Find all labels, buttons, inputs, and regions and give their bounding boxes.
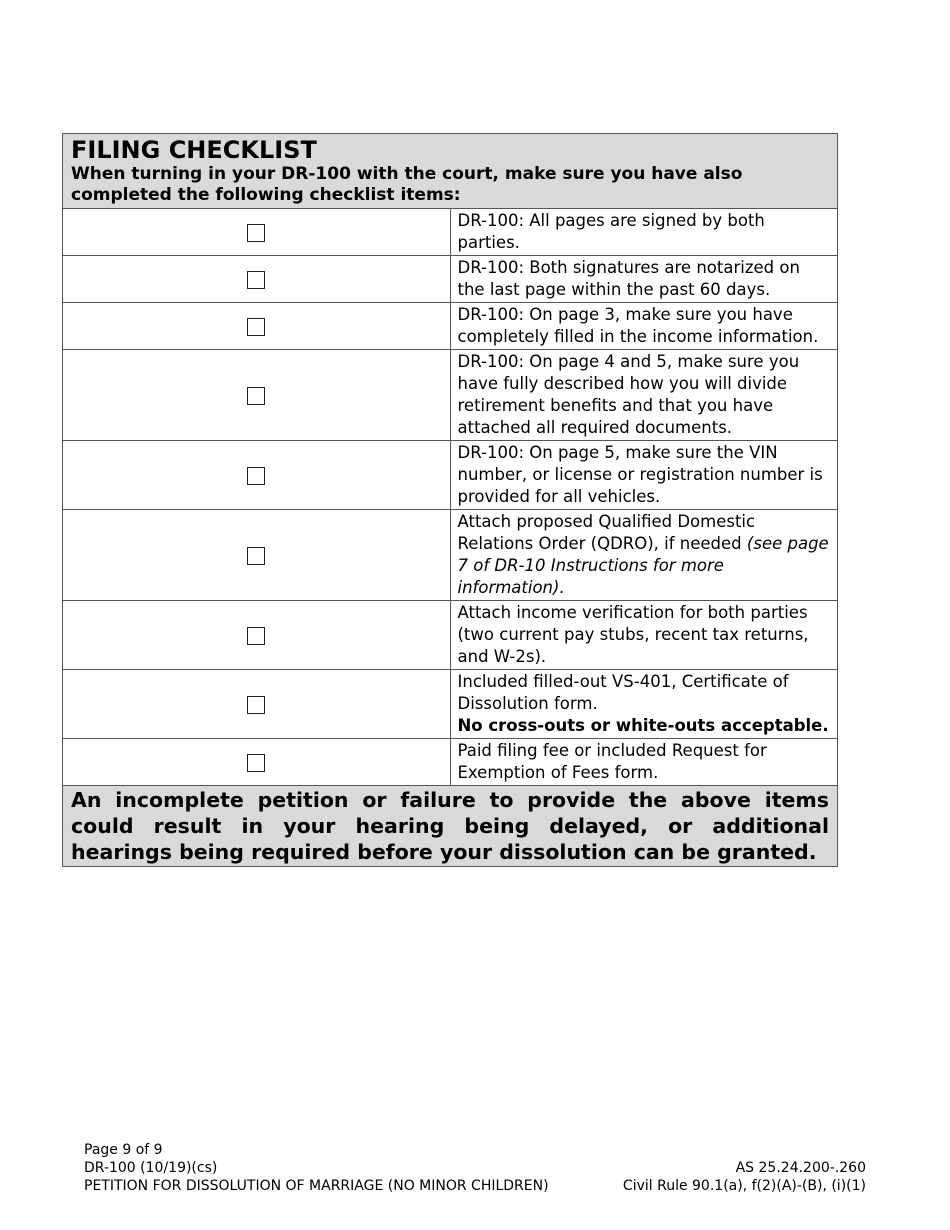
checklist-row — [63, 510, 838, 601]
checklist-row — [63, 303, 838, 350]
checklist-warning: An incomplete petition or failure to provide the above items could result in your hearing being delayed, or additional hearings being required before your dissolution can be granted. — [63, 786, 838, 867]
checklist-item-text: Attach income verification for both parties (two current pay stubs, recent tax returns, and W-2s). — [457, 603, 809, 666]
checkbox[interactable] — [247, 318, 265, 336]
statute-reference: AS 25.24.200-.260 — [735, 1160, 866, 1176]
checklist-row — [63, 209, 838, 256]
form-title: PETITION FOR DISSOLUTION OF MARRIAGE (NO MINOR CHILDREN) — [84, 1178, 549, 1194]
checklist-item-text: Paid filing fee or included Request for Exemption of Fees form. — [457, 741, 767, 782]
checkbox[interactable] — [247, 271, 265, 289]
checklist-row — [63, 670, 838, 739]
checkbox[interactable] — [247, 627, 265, 645]
checklist-row — [63, 256, 838, 303]
checklist-title: FILING CHECKLIST — [71, 136, 317, 164]
checklist-item-text: Attach proposed Qualified Domestic Relations Order (QDRO), if needed — [457, 512, 756, 553]
checklist-item-text: Included filled-out VS-401, Certificate of Dissolution form. — [457, 672, 789, 713]
checklist-item-text: DR-100: All pages are signed by both parties. — [457, 211, 765, 252]
checkbox[interactable] — [247, 547, 265, 565]
checklist-item-italic-note: (see page 7 of DR-10 Instructions for more information). — [457, 534, 829, 597]
checklist-row — [63, 601, 838, 670]
page-footer-right — [623, 1159, 866, 1195]
checklist-item-text: DR-100: Both signatures are notarized on the last page within the past 60 days. — [457, 258, 800, 299]
checkbox[interactable] — [247, 224, 265, 242]
checklist-row — [63, 350, 838, 441]
checklist-row — [63, 739, 838, 786]
checklist-item-text: DR-100: On page 5, make sure the VIN number, or license or registration number is provided for all vehicles. — [457, 443, 823, 506]
checklist-item-text: DR-100: On page 3, make sure you have completely filled in the income information. — [457, 305, 819, 346]
filing-checklist-table — [62, 133, 838, 867]
checkbox[interactable] — [247, 467, 265, 485]
checklist-subtitle: When turning in your DR-100 with the court, make sure you have also completed the following checklist items: — [71, 164, 743, 205]
checkbox[interactable] — [247, 696, 265, 714]
form-id: DR-100 (10/19)(cs) — [84, 1160, 218, 1176]
page-footer-left — [84, 1141, 549, 1195]
checkbox[interactable] — [247, 754, 265, 772]
rule-reference: Civil Rule 90.1(a), f(2)(A)-(B), (i)(1) — [622, 1178, 866, 1194]
checklist-header — [63, 134, 838, 209]
checklist-item-bold-note: No cross-outs or white-outs acceptable. — [457, 716, 829, 735]
checklist-row — [63, 441, 838, 510]
checkbox[interactable] — [247, 387, 265, 405]
checklist-item-text: DR-100: On page 4 and 5, make sure you have fully described how you will divide retirement benefits and that you have attached all required documents. — [457, 352, 800, 437]
page-number: Page 9 of 9 — [84, 1142, 163, 1158]
